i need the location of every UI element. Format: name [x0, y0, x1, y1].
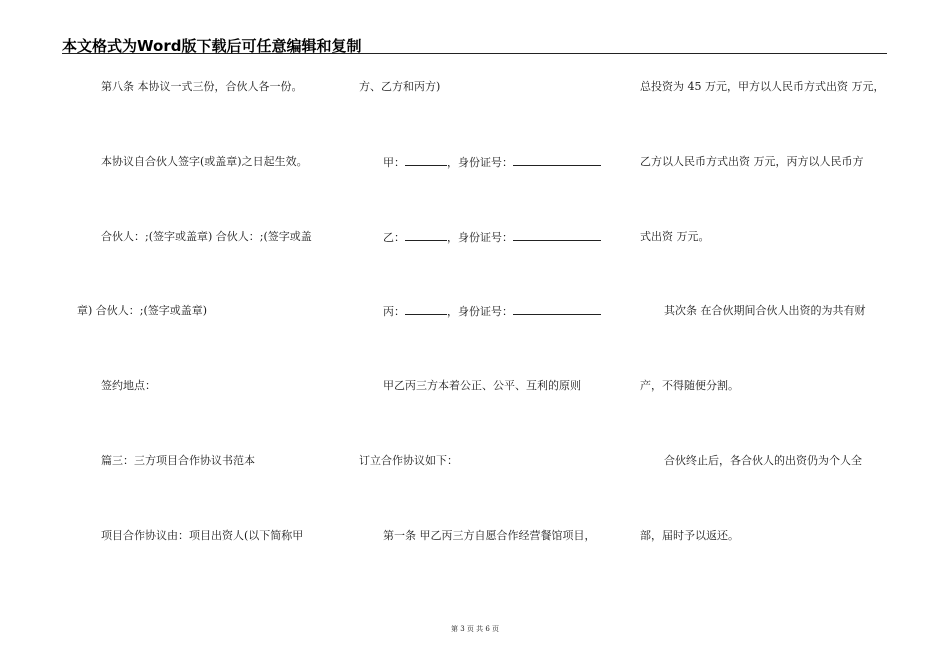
- left-line-5: 签约地点：: [101, 379, 156, 392]
- right-line-1: 总投资为 45 万元，甲方以人民币方式出资 万元，: [640, 80, 885, 93]
- middle-line-principles: 甲乙丙三方本着公正、公平、互利的原则: [383, 379, 581, 392]
- party-b-id-blank: [513, 230, 601, 241]
- header-divider: [62, 53, 887, 54]
- left-line-2: 本协议自合伙人签字(或盖章)之日起生效。: [101, 155, 308, 168]
- left-line-6: 篇三：三方项目合作协议书范本: [101, 454, 255, 467]
- middle-line-1: 方、乙方和丙方): [359, 80, 441, 93]
- party-c-line: [383, 304, 601, 319]
- party-a-label: 甲：: [383, 156, 405, 169]
- left-line-1: 第八条 本协议一式三份，合伙人各一份。: [101, 80, 303, 93]
- document-header-title: 本文格式为Word版下载后可任意编辑和复制: [62, 37, 362, 55]
- middle-line-agreement: 订立合作协议如下：: [359, 454, 458, 467]
- right-line-6: 合伙终止后，各合伙人的出资仍为个人全: [664, 454, 862, 467]
- left-line-7: 项目合作协议由：项目出资人(以下简称甲: [101, 529, 304, 542]
- party-c-name-blank: [405, 304, 447, 315]
- party-a-line: [383, 155, 601, 170]
- party-a-id-blank: [513, 155, 601, 166]
- right-line-5: 产，不得随便分割。: [640, 379, 739, 392]
- right-line-2: 乙方以人民币方式出资 万元，丙方以人民币方: [640, 155, 864, 168]
- left-line-3: 合伙人：;(签字或盖章) 合伙人：;(签字或盖: [101, 230, 312, 243]
- party-a-id-label: ，身份证号：: [447, 156, 513, 169]
- party-b-name-blank: [405, 230, 447, 241]
- right-line-3: 式出资 万元。: [640, 230, 710, 243]
- page-indicator: 第 3 页 共 6 页: [450, 625, 500, 633]
- middle-line-article-1: 第一条 甲乙丙三方自愿合作经营餐馆项目，: [383, 529, 596, 542]
- right-line-7: 部，届时予以返还。: [640, 529, 739, 542]
- left-line-4: 章) 合伙人：;(签字或盖章): [77, 304, 208, 317]
- party-b-id-label: ，身份证号：: [447, 231, 513, 244]
- party-c-id-label: ，身份证号：: [447, 305, 513, 318]
- party-b-label: 乙：: [383, 231, 405, 244]
- party-a-name-blank: [405, 155, 447, 166]
- party-c-id-blank: [513, 304, 601, 315]
- party-c-label: 丙：: [383, 305, 405, 318]
- party-b-line: [383, 230, 601, 245]
- right-line-4: 其次条 在合伙期间合伙人出资的为共有财: [664, 304, 866, 317]
